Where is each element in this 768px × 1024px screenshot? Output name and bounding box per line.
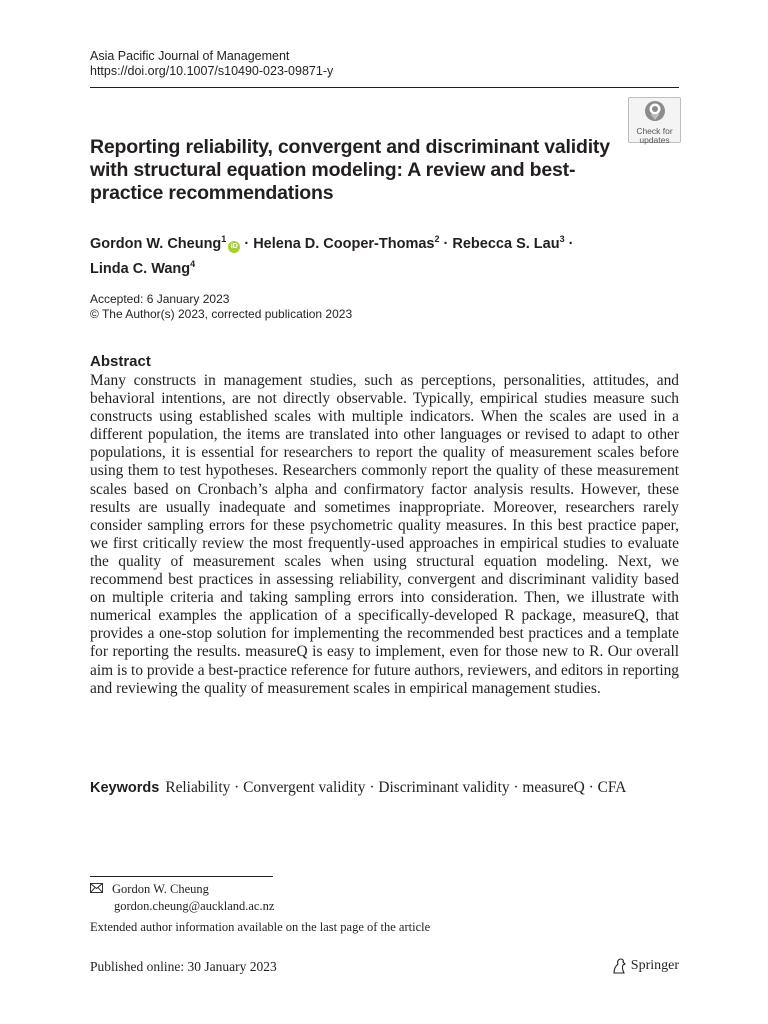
header-rule bbox=[90, 87, 679, 88]
corresponding-email[interactable]: gordon.cheung@auckland.ac.nz bbox=[114, 899, 275, 913]
crossmark-label-1: Check for bbox=[636, 126, 673, 136]
author-separator: · bbox=[564, 235, 574, 252]
author-list bbox=[90, 229, 650, 279]
affiliation-marker: 4 bbox=[190, 258, 196, 269]
accepted-date: Accepted: 6 January 2023 bbox=[90, 292, 230, 306]
journal-header bbox=[90, 49, 333, 79]
publisher-logo bbox=[610, 957, 679, 975]
article-dates bbox=[90, 292, 352, 322]
affiliation-marker: 1 bbox=[221, 234, 227, 244]
abstract-heading: Abstract bbox=[90, 353, 151, 370]
affiliation-marker: 2 bbox=[434, 234, 440, 244]
footnote-rule bbox=[90, 876, 273, 877]
article-title: Reporting reliability, convergent and discriminant validity with structural equation modeling: A review and best-practice recommendations bbox=[90, 136, 610, 204]
author-name[interactable]: Linda C. Wang bbox=[90, 260, 191, 277]
author-name[interactable]: Gordon W. Cheung bbox=[90, 235, 222, 252]
springer-horse-icon bbox=[610, 957, 628, 975]
keywords-heading: Keywords bbox=[90, 780, 160, 796]
author-separator: · bbox=[439, 235, 453, 252]
extended-author-info: Extended author information available on the last page of the article bbox=[90, 920, 431, 934]
affiliation-marker: 3 bbox=[559, 234, 565, 244]
correspondence-block bbox=[90, 881, 274, 915]
envelope-icon bbox=[90, 881, 112, 898]
corresponding-author: Gordon W. Cheung bbox=[112, 882, 209, 896]
doi-link[interactable]: https://doi.org/10.1007/s10490-023-09871-y bbox=[90, 64, 334, 78]
orcid-icon[interactable]: iD bbox=[228, 241, 240, 253]
keywords-list: Reliability · Convergent validity · Discriminant validity · measureQ · CFA bbox=[165, 779, 627, 796]
author-name[interactable]: Rebecca S. Lau bbox=[452, 235, 560, 252]
journal-name: Asia Pacific Journal of Management bbox=[90, 49, 290, 63]
crossmark-label-2: updates bbox=[639, 135, 670, 145]
published-date: Published online: 30 January 2023 bbox=[90, 959, 277, 974]
author-separator: · bbox=[240, 235, 254, 252]
keywords-section bbox=[90, 778, 679, 798]
copyright-line: © The Author(s) 2023, corrected publication 2023 bbox=[90, 307, 353, 321]
abstract-text: Many constructs in management studies, such as perceptions, personalities, attitudes, and behavioral intentions, are not directly observable. Typically, empirical studies measure such constructs using established scales with multiple indicators. When the scales are used in a different population, the items are translated into other languages or revised to adapt to other populations, it is essential for researchers to report the quality of measurement scales before using them to test hypotheses. Researchers commonly report the quality of these measurement scales based on Cronbach’s alpha and confirmatory factor analysis results. However, these results are usually inadequate and sometimes inappropriate. Moreover, researchers rarely consider sampling errors for these psychometric quality measures. In this best practice paper, we first critically review the most frequently-used approaches in empirical studies to evaluate the quality of measurement scales when using structural equation modeling. Next, we recommend best practices in assessing reliability, convergent and discriminant validity based on multiple criteria and taking sampling errors into consideration. Then, we illustrate with numerical examples the application of a specifically-developed R package, measureQ, that provides a one-stop solution for implementing the recommended best practices and a template for reporting the results. measureQ is easy to implement, even for those new to R. Our overall aim is to provide a best-practice reference for future authors, reviewers, and editors in reporting and reviewing the quality of measurement scales in empirical management studies. bbox=[90, 372, 679, 697]
crossmark-icon bbox=[644, 100, 666, 122]
publisher-name: Springer bbox=[630, 958, 679, 973]
author-name[interactable]: Helena D. Cooper-Thomas bbox=[253, 235, 435, 252]
check-for-updates-badge[interactable] bbox=[628, 97, 681, 143]
